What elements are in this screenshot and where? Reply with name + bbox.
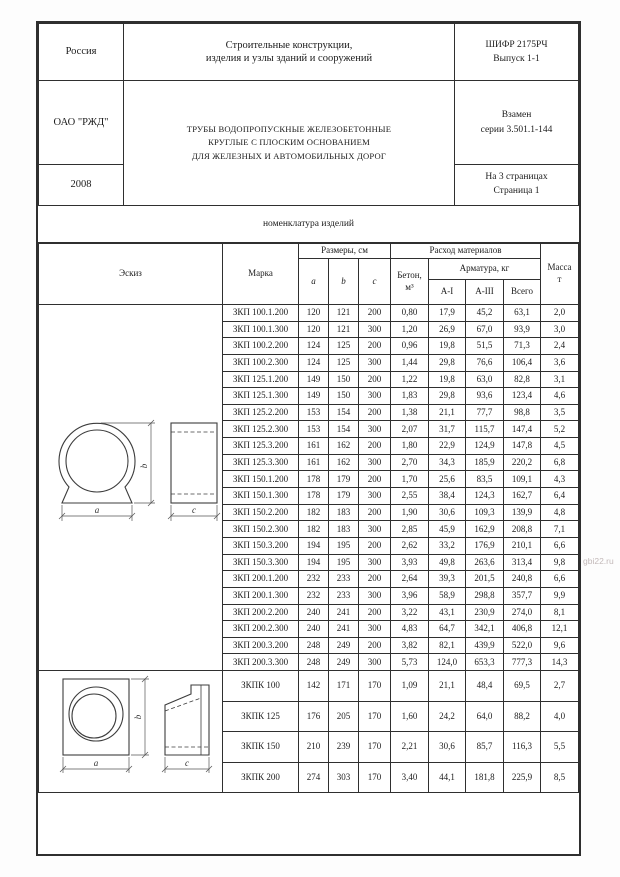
cell-mark: ЗКПК 200 [223, 762, 299, 793]
cell-b: 233 [329, 571, 359, 588]
cell-total: 93,9 [504, 321, 541, 338]
cell-b: 125 [329, 354, 359, 371]
cell-concrete: 0,80 [391, 305, 429, 322]
cell-mass: 3,0 [541, 321, 579, 338]
zkpk-sketch-cell [39, 671, 223, 793]
cell-concrete: 1,44 [391, 354, 429, 371]
cell-c: 300 [359, 354, 391, 371]
cell-ai: 29,8 [429, 354, 466, 371]
cell-c: 200 [359, 371, 391, 388]
cell-b: 154 [329, 404, 359, 421]
cell-a: 176 [299, 701, 329, 732]
cell-ai: 49,8 [429, 554, 466, 571]
cell-ai: 19,8 [429, 338, 466, 355]
cell-ai: 58,9 [429, 587, 466, 604]
cell-c: 200 [359, 404, 391, 421]
cell-mark: ЗКП 200.2.200 [223, 604, 299, 621]
cell-total: 225,9 [504, 762, 541, 793]
pipe-flat-base-sketch-icon [39, 411, 223, 561]
col-header-a: a [299, 259, 329, 305]
cell-concrete: 4,83 [391, 621, 429, 638]
country-cell: Россия [39, 24, 124, 81]
cell-total: 106,4 [504, 354, 541, 371]
cell-ai: 21,1 [429, 404, 466, 421]
cell-b: 162 [329, 454, 359, 471]
col-header-mark: Марка [223, 244, 299, 305]
col-header-materials: Расход материалов [391, 244, 541, 259]
cell-total: 210,1 [504, 537, 541, 554]
cell-a: 210 [299, 732, 329, 763]
cell-a: 153 [299, 421, 329, 438]
document-page [36, 21, 581, 856]
cell-total: 274,0 [504, 604, 541, 621]
concrete-label: Бетон, [397, 269, 422, 280]
cell-c: 170 [359, 671, 391, 702]
cell-mass: 2,7 [541, 671, 579, 702]
cell-aiii: 201,5 [466, 571, 504, 588]
cell-c: 200 [359, 471, 391, 488]
nomenclature-table [38, 243, 579, 790]
replaces-cell [455, 81, 579, 165]
cell-a: 240 [299, 604, 329, 621]
cell-total: 71,3 [504, 338, 541, 355]
cell-c: 300 [359, 587, 391, 604]
cell-c: 300 [359, 454, 391, 471]
cell-mass: 3,5 [541, 404, 579, 421]
mass-unit: т [557, 274, 562, 284]
cell-aiii: 653,3 [466, 654, 504, 671]
cell-c: 300 [359, 488, 391, 505]
cell-a: 149 [299, 371, 329, 388]
mass-label: Масса [547, 262, 572, 273]
cell-b: 195 [329, 537, 359, 554]
cell-aiii: 181,8 [466, 762, 504, 793]
cell-mass: 6,6 [541, 537, 579, 554]
cell-total: 69,5 [504, 671, 541, 702]
cell-a: 124 [299, 354, 329, 371]
cell-ai: 31,7 [429, 421, 466, 438]
dim-b-label: b [133, 714, 143, 720]
cell-concrete: 1,70 [391, 471, 429, 488]
cell-b: 233 [329, 587, 359, 604]
cell-b: 195 [329, 554, 359, 571]
cell-total: 88,2 [504, 701, 541, 732]
cell-b: 249 [329, 637, 359, 654]
cell-mass: 4,0 [541, 701, 579, 732]
cell-total: 357,7 [504, 587, 541, 604]
cell-mass: 5,2 [541, 421, 579, 438]
cell-ai: 45,9 [429, 521, 466, 538]
cell-mark: ЗКП 125.3.300 [223, 454, 299, 471]
cell-mass: 2,0 [541, 305, 579, 322]
zkp-sketch-cell [39, 305, 223, 671]
cell-aiii: 76,6 [466, 354, 504, 371]
cell-a: 194 [299, 554, 329, 571]
cell-ai: 21,1 [429, 671, 466, 702]
cell-aiii: 162,9 [466, 521, 504, 538]
cell-mass: 2,4 [541, 338, 579, 355]
cell-aiii: 45,2 [466, 305, 504, 322]
cell-a: 248 [299, 654, 329, 671]
cell-ai: 82,1 [429, 637, 466, 654]
cell-b: 150 [329, 388, 359, 405]
dim-a-label: a [93, 758, 99, 769]
col-header-concrete [391, 259, 429, 305]
cell-c: 300 [359, 554, 391, 571]
cell-mass: 5,5 [541, 732, 579, 763]
cell-ai: 29,8 [429, 388, 466, 405]
cell-aiii: 64,0 [466, 701, 504, 732]
cell-c: 200 [359, 537, 391, 554]
cell-b: 179 [329, 471, 359, 488]
organization-cell: ОАО "РЖД" [39, 81, 124, 165]
cell-concrete: 1,80 [391, 438, 429, 455]
cell-mark: ЗКП 125.3.200 [223, 438, 299, 455]
empty-footer-box [38, 790, 579, 854]
cell-aiii: 439,9 [466, 637, 504, 654]
cell-c: 200 [359, 571, 391, 588]
document-title-line2: КРУГЛЫЕ С ПЛОСКИМ ОСНОВАНИЕМ [208, 137, 370, 148]
cell-mark: ЗКПК 100 [223, 671, 299, 702]
cell-b: 171 [329, 671, 359, 702]
cell-ai: 43,1 [429, 604, 466, 621]
cell-mass: 9,8 [541, 554, 579, 571]
cell-ai: 44,1 [429, 762, 466, 793]
section-title: номенклатура изделий [38, 206, 579, 243]
cell-ai: 38,4 [429, 488, 466, 505]
cell-b: 241 [329, 621, 359, 638]
cell-mass: 6,6 [541, 571, 579, 588]
table-row [39, 671, 579, 702]
cell-aiii: 93,6 [466, 388, 504, 405]
cell-aiii: 342,1 [466, 621, 504, 638]
cell-a: 153 [299, 404, 329, 421]
cell-b: 183 [329, 521, 359, 538]
cell-concrete: 2,21 [391, 732, 429, 763]
cell-b: 205 [329, 701, 359, 732]
cell-total: 313,4 [504, 554, 541, 571]
cell-mass: 8,1 [541, 604, 579, 621]
year-cell: 2008 [39, 165, 124, 206]
cell-total: 406,8 [504, 621, 541, 638]
document-title-line1: ТРУБЫ ВОДОПРОПУСКНЫЕ ЖЕЛЕЗОБЕТОННЫЕ [186, 124, 392, 135]
cell-a: 240 [299, 621, 329, 638]
col-header-sketch: Эскиз [39, 244, 223, 305]
cell-c: 300 [359, 654, 391, 671]
cell-aiii: 83,5 [466, 471, 504, 488]
col-header-b: b [329, 259, 359, 305]
col-header-rebar: Арматура, кг [429, 259, 541, 280]
pages-line2: Страница 1 [493, 186, 540, 196]
cell-concrete: 2,07 [391, 421, 429, 438]
cell-concrete: 3,82 [391, 637, 429, 654]
cell-mass: 3,1 [541, 371, 579, 388]
cell-aiii: 124,3 [466, 488, 504, 505]
document-title-cell [124, 81, 455, 206]
cell-c: 170 [359, 732, 391, 763]
cell-mark: ЗКП 100.2.300 [223, 354, 299, 371]
cell-mark: ЗКП 150.2.300 [223, 521, 299, 538]
cell-aiii: 67,0 [466, 321, 504, 338]
cell-aiii: 77,7 [466, 404, 504, 421]
cell-concrete: 1,22 [391, 371, 429, 388]
cell-mark: ЗКП 200.3.200 [223, 637, 299, 654]
cell-total: 522,0 [504, 637, 541, 654]
cell-total: 139,9 [504, 504, 541, 521]
cell-mark: ЗКП 200.3.300 [223, 654, 299, 671]
cell-concrete: 2,64 [391, 571, 429, 588]
cell-mass: 4,3 [541, 471, 579, 488]
cell-mark: ЗКП 100.1.300 [223, 321, 299, 338]
cell-concrete: 2,55 [391, 488, 429, 505]
cell-ai: 124,0 [429, 654, 466, 671]
cell-mark: ЗКП 125.1.200 [223, 371, 299, 388]
col-header-aiii: А-III [466, 280, 504, 305]
cell-aiii: 176,9 [466, 537, 504, 554]
cell-b: 121 [329, 305, 359, 322]
watermark: gbi22.ru [583, 556, 614, 566]
code-line1: ШИФР 2175РЧ [485, 39, 548, 50]
cell-concrete: 2,85 [391, 521, 429, 538]
cell-a: 274 [299, 762, 329, 793]
cell-ai: 19,8 [429, 371, 466, 388]
cell-ai: 39,3 [429, 571, 466, 588]
series-title-line2: изделия и узлы зданий и сооружений [205, 53, 373, 64]
cell-ai: 25,6 [429, 471, 466, 488]
cell-mark: ЗКП 125.2.200 [223, 404, 299, 421]
cell-mass: 8,5 [541, 762, 579, 793]
cell-b: 150 [329, 371, 359, 388]
series-title-cell [124, 24, 455, 81]
dim-c-label: c [185, 758, 189, 769]
cell-mass: 6,8 [541, 454, 579, 471]
cell-mass: 14,3 [541, 654, 579, 671]
col-header-c: c [359, 259, 391, 305]
cell-c: 200 [359, 637, 391, 654]
cell-aiii: 185,9 [466, 454, 504, 471]
cell-concrete: 1,38 [391, 404, 429, 421]
cell-c: 200 [359, 438, 391, 455]
cell-b: 183 [329, 504, 359, 521]
cell-a: 120 [299, 321, 329, 338]
cell-total: 220,2 [504, 454, 541, 471]
cell-total: 82,8 [504, 371, 541, 388]
cell-ai: 64,7 [429, 621, 466, 638]
cell-total: 116,3 [504, 732, 541, 763]
cell-a: 178 [299, 471, 329, 488]
cell-concrete: 3,22 [391, 604, 429, 621]
cell-total: 98,8 [504, 404, 541, 421]
cell-mark: ЗКП 200.2.300 [223, 621, 299, 638]
col-header-mass [541, 244, 579, 305]
cell-aiii: 109,3 [466, 504, 504, 521]
cell-b: 239 [329, 732, 359, 763]
col-header-dimensions: Размеры, см [299, 244, 391, 259]
cell-mark: ЗКП 150.3.200 [223, 537, 299, 554]
cell-b: 154 [329, 421, 359, 438]
cell-aiii: 263,6 [466, 554, 504, 571]
concrete-unit: м³ [405, 281, 414, 292]
cell-concrete: 3,96 [391, 587, 429, 604]
document-title-line3: ДЛЯ ЖЕЛЕЗНЫХ И АВТОМОБИЛЬНЫХ ДОРОГ [191, 150, 387, 161]
cell-a: 142 [299, 671, 329, 702]
cell-mark: ЗКП 150.3.300 [223, 554, 299, 571]
cell-mark: ЗКП 150.1.300 [223, 488, 299, 505]
cell-aiii: 51,5 [466, 338, 504, 355]
replaces-line2: серии 3.501.1-144 [480, 124, 553, 135]
cell-ai: 30,6 [429, 504, 466, 521]
cell-ai: 17,9 [429, 305, 466, 322]
cell-a: 161 [299, 438, 329, 455]
cell-concrete: 1,83 [391, 388, 429, 405]
cell-a: 248 [299, 637, 329, 654]
cell-b: 303 [329, 762, 359, 793]
cell-mark: ЗКП 150.1.200 [223, 471, 299, 488]
cell-c: 300 [359, 621, 391, 638]
cell-b: 249 [329, 654, 359, 671]
cell-concrete: 1,09 [391, 671, 429, 702]
cell-mark: ЗКП 150.2.200 [223, 504, 299, 521]
cell-total: 162,7 [504, 488, 541, 505]
cell-ai: 33,2 [429, 537, 466, 554]
cell-ai: 22,9 [429, 438, 466, 455]
cell-concrete: 1,20 [391, 321, 429, 338]
cell-c: 300 [359, 388, 391, 405]
cell-concrete: 3,40 [391, 762, 429, 793]
cell-mass: 9,6 [541, 637, 579, 654]
dim-b-label: b [139, 463, 149, 469]
pages-line1: На 3 страницах [485, 172, 548, 183]
cell-b: 241 [329, 604, 359, 621]
cell-b: 162 [329, 438, 359, 455]
cell-mark: ЗКПК 150 [223, 732, 299, 763]
dim-a-label: a [94, 504, 100, 515]
cell-total: 123,4 [504, 388, 541, 405]
series-title-line1: Строительные конструкции, [225, 39, 353, 51]
cell-c: 200 [359, 338, 391, 355]
cell-a: 161 [299, 454, 329, 471]
cell-mass: 4,6 [541, 388, 579, 405]
cell-mass: 4,5 [541, 438, 579, 455]
cell-concrete: 1,90 [391, 504, 429, 521]
cell-a: 124 [299, 338, 329, 355]
cell-total: 240,8 [504, 571, 541, 588]
cell-a: 232 [299, 587, 329, 604]
cell-concrete: 2,62 [391, 537, 429, 554]
cell-a: 182 [299, 504, 329, 521]
cell-aiii: 115,7 [466, 421, 504, 438]
cell-mark: ЗКП 100.2.200 [223, 338, 299, 355]
cell-mark: ЗКП 125.1.300 [223, 388, 299, 405]
cell-a: 232 [299, 571, 329, 588]
cell-total: 109,1 [504, 471, 541, 488]
cell-c: 170 [359, 701, 391, 732]
cell-concrete: 0,96 [391, 338, 429, 355]
cell-a: 178 [299, 488, 329, 505]
table-row [39, 305, 579, 322]
cell-b: 121 [329, 321, 359, 338]
cell-c: 170 [359, 762, 391, 793]
cell-total: 147,8 [504, 438, 541, 455]
cell-aiii: 230,9 [466, 604, 504, 621]
cell-c: 300 [359, 421, 391, 438]
cell-mass: 12,1 [541, 621, 579, 638]
cell-aiii: 63,0 [466, 371, 504, 388]
cell-c: 300 [359, 321, 391, 338]
col-header-total: Всего [504, 280, 541, 305]
cell-mass: 7,1 [541, 521, 579, 538]
cell-ai: 24,2 [429, 701, 466, 732]
pages-cell [455, 165, 579, 206]
cell-c: 200 [359, 305, 391, 322]
replaces-line1: Взамен [501, 110, 532, 121]
cell-ai: 34,3 [429, 454, 466, 471]
cell-mass: 9,9 [541, 587, 579, 604]
cell-a: 182 [299, 521, 329, 538]
cell-c: 200 [359, 504, 391, 521]
cell-aiii: 124,9 [466, 438, 504, 455]
cell-concrete: 3,93 [391, 554, 429, 571]
cell-concrete: 1,60 [391, 701, 429, 732]
cell-a: 120 [299, 305, 329, 322]
cell-a: 194 [299, 537, 329, 554]
cell-mass: 4,8 [541, 504, 579, 521]
cell-total: 147,4 [504, 421, 541, 438]
cell-ai: 26,9 [429, 321, 466, 338]
cell-total: 208,8 [504, 521, 541, 538]
col-header-ai: А-I [429, 280, 466, 305]
title-block [38, 23, 579, 206]
cell-mark: ЗКПК 125 [223, 701, 299, 732]
cell-c: 300 [359, 521, 391, 538]
cell-mark: ЗКП 125.2.300 [223, 421, 299, 438]
cell-total: 777,3 [504, 654, 541, 671]
cell-a: 149 [299, 388, 329, 405]
cell-mark: ЗКП 200.1.200 [223, 571, 299, 588]
cell-concrete: 2,70 [391, 454, 429, 471]
cell-b: 125 [329, 338, 359, 355]
cell-mark: ЗКП 200.1.300 [223, 587, 299, 604]
cell-concrete: 5,73 [391, 654, 429, 671]
cell-mark: ЗКП 100.1.200 [223, 305, 299, 322]
cell-ai: 30,6 [429, 732, 466, 763]
code-line2: Выпуск 1-1 [493, 54, 540, 64]
cell-total: 63,1 [504, 305, 541, 322]
cell-aiii: 48,4 [466, 671, 504, 702]
cell-b: 179 [329, 488, 359, 505]
pipe-socket-sketch-icon [39, 671, 223, 789]
code-cell [455, 24, 579, 81]
cell-c: 200 [359, 604, 391, 621]
cell-mass: 6,4 [541, 488, 579, 505]
dim-c-label: c [192, 504, 196, 515]
cell-aiii: 298,8 [466, 587, 504, 604]
cell-aiii: 85,7 [466, 732, 504, 763]
cell-mass: 3,6 [541, 354, 579, 371]
